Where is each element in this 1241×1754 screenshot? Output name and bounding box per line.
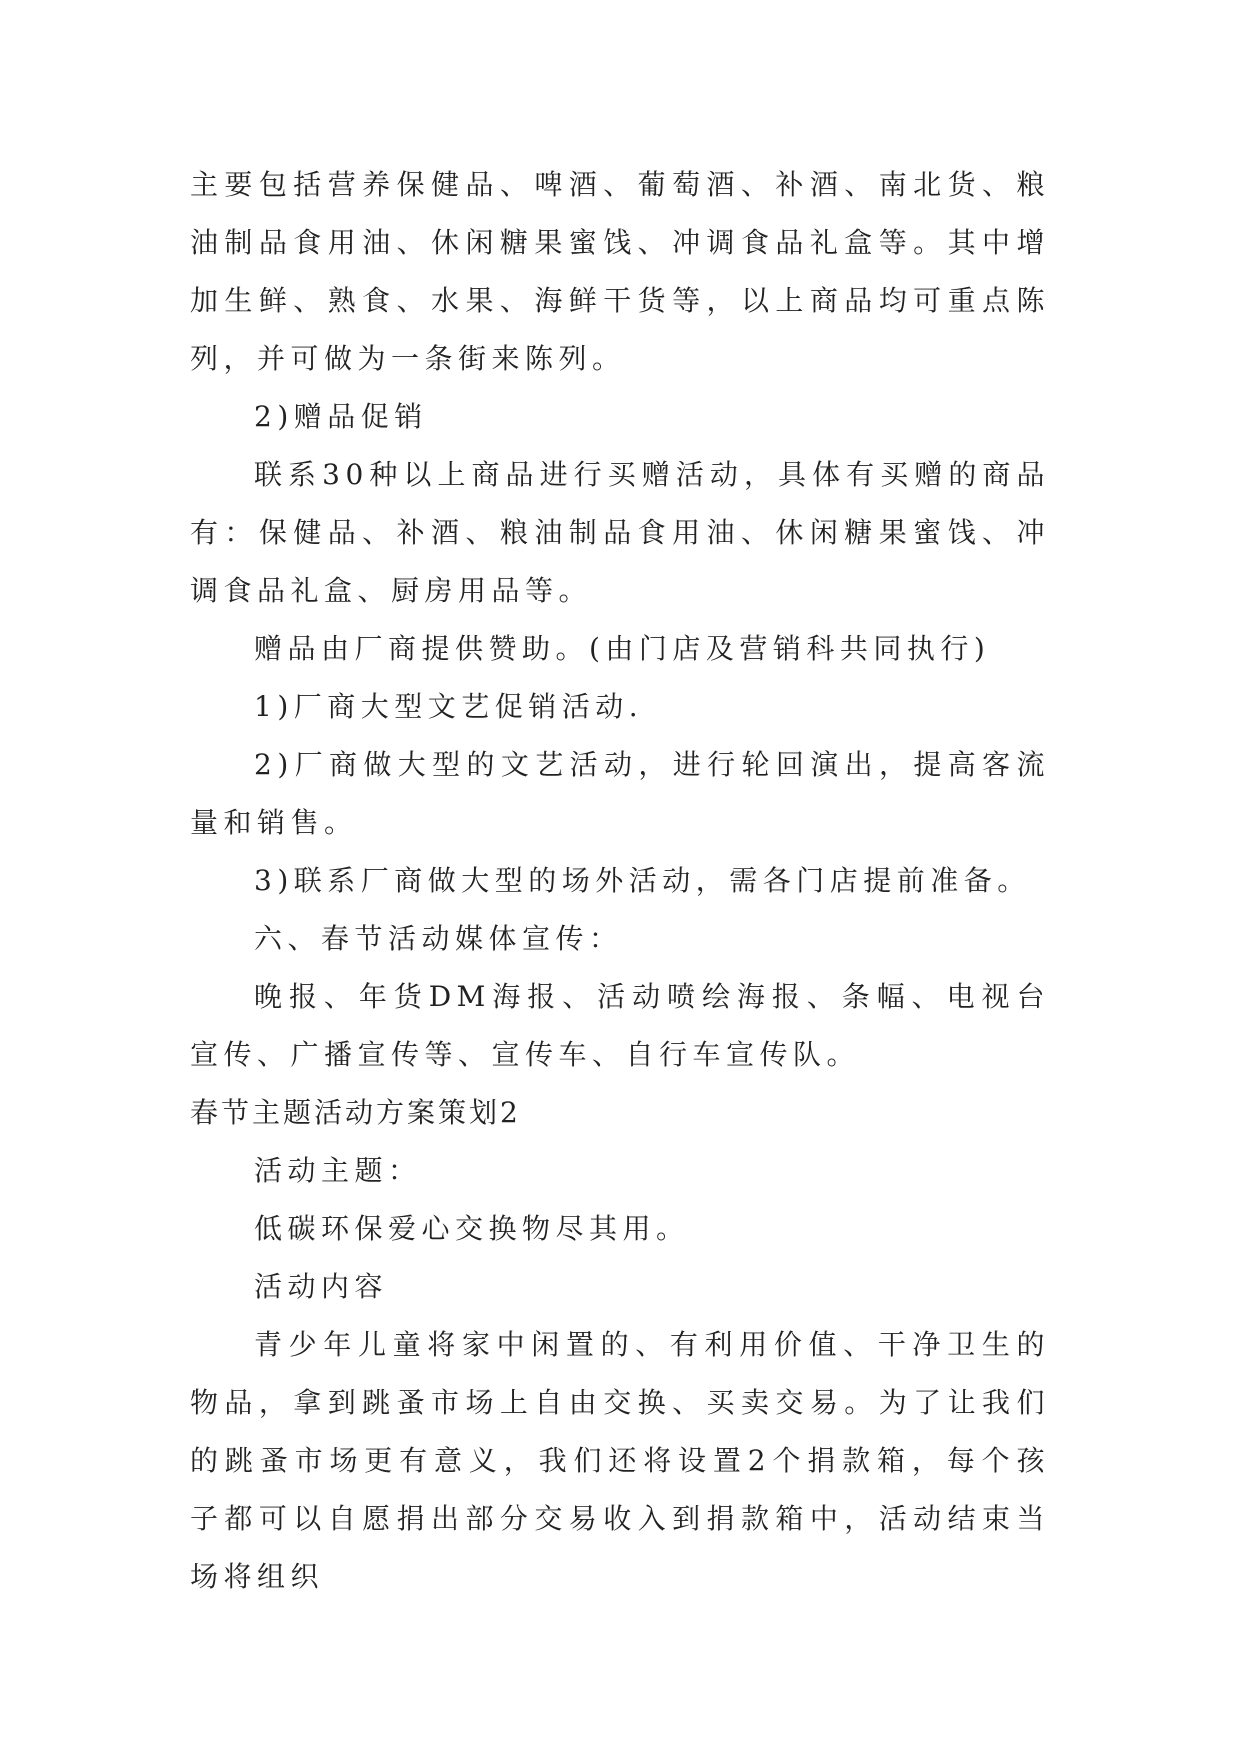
document-title-plan-2: 春节主题活动方案策划2 (190, 1096, 521, 1129)
section-heading-media: 六、春节活动媒体宣传： (254, 922, 623, 955)
document-body (190, 156, 1050, 1606)
paragraph-activity-content: 青少年儿童将家中闲置的、有利用价值、干净卫生的物品，拿到跳蚤市场上自由交换、买卖交易。为了让我们的跳蚤市场更有意义，我们还将设置2个捐款箱，每个孩子都可以自愿捐出部分交易收入到捐款箱中，活动结束当场将组织 (190, 1328, 1050, 1593)
label-activity-theme: 活动主题： (254, 1154, 422, 1187)
paragraph-activity-theme: 低碳环保爱心交换物尽其用。 (254, 1212, 690, 1245)
paragraph-gift-sponsor: 赠品由厂商提供赞助。(由门店及营销科共同执行) (254, 632, 991, 665)
paragraph-vendor-event-3: 3)联系厂商做大型的场外活动，需各门店提前准备。 (254, 864, 1031, 897)
paragraph-vendor-event-2: 2)厂商做大型的文艺活动，进行轮回演出，提高客流量和销售。 (190, 748, 1050, 839)
paragraph-gift-products: 联系30种以上商品进行买赠活动，具体有买赠的商品有：保健品、补酒、粮油制品食用油、休闲糖果蜜饯、冲调食品礼盒、厨房用品等。 (190, 458, 1050, 607)
paragraph-gift-promotion-heading: 2)赠品促销 (254, 400, 428, 433)
paragraph-media-channels: 晚报、年货DM海报、活动喷绘海报、条幅、电视台宣传、广播宣传等、宣传车、自行车宣传队。 (190, 980, 1050, 1071)
paragraph-vendor-event-1: 1)厂商大型文艺促销活动. (254, 690, 644, 723)
label-activity-content: 活动内容 (254, 1270, 389, 1303)
paragraph-product-list: 主要包括营养保健品、啤酒、葡萄酒、补酒、南北货、粮油制品食用油、休闲糖果蜜饯、冲调食品礼盒等。其中增加生鲜、熟食、水果、海鲜干货等，以上商品均可重点陈列，并可做为一条街来陈列。 (190, 168, 1050, 375)
